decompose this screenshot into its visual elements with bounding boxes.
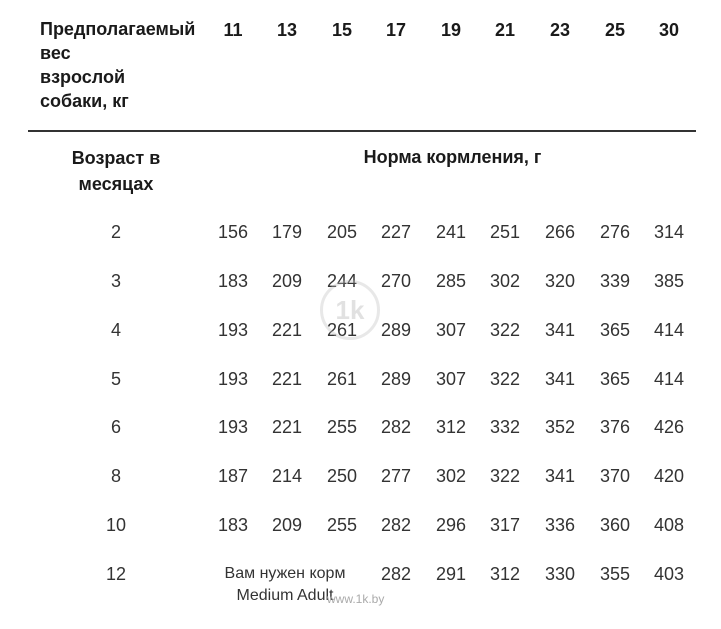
value-cell: 352 [544, 417, 576, 437]
age-cell: 10 [105, 515, 127, 535]
weight-label-line: Предполагаемый [40, 19, 196, 39]
weight-label-line: взрослой [40, 67, 126, 87]
value-cell: 426 [653, 417, 685, 437]
value-cell: 261 [326, 369, 358, 389]
value-cell: 244 [326, 271, 358, 291]
age-cell: 6 [110, 417, 121, 437]
value-cell: 187 [217, 466, 249, 486]
age-label [45, 145, 187, 197]
header-divider [28, 130, 696, 132]
value-cell: 341 [544, 369, 576, 389]
value-cell: 312 [435, 417, 467, 437]
weight-label [40, 17, 215, 113]
value-cell: 408 [653, 515, 685, 535]
table-row [0, 415, 721, 441]
weight-header-cell: 19 [440, 20, 462, 40]
weight-label-line: вес [40, 43, 71, 63]
value-cell: 360 [599, 515, 631, 535]
value-cell: 330 [544, 564, 576, 584]
value-cell: 376 [599, 417, 631, 437]
value-cell: 341 [544, 466, 576, 486]
value-cell: 266 [544, 222, 576, 242]
value-cell: 270 [380, 271, 412, 291]
value-cell: 183 [217, 271, 249, 291]
value-cell: 179 [271, 222, 303, 242]
value-cell: 282 [380, 564, 412, 584]
table-row [0, 464, 721, 490]
value-cell: 312 [489, 564, 521, 584]
watermark-logo-icon: 1k [320, 280, 380, 340]
table-row [0, 220, 721, 246]
weight-header-cell: 15 [331, 20, 353, 40]
value-cell: 414 [653, 369, 685, 389]
value-cell: 341 [544, 320, 576, 340]
value-cell: 276 [599, 222, 631, 242]
value-cell: 296 [435, 515, 467, 535]
weight-label-line: собаки, кг [40, 91, 129, 111]
norm-label: Норма кормления, г [363, 147, 542, 167]
value-cell: 385 [653, 271, 685, 291]
value-cell: 227 [380, 222, 412, 242]
value-cell: 403 [653, 564, 685, 584]
weight-header-cell: 23 [549, 20, 571, 40]
value-cell: 355 [599, 564, 631, 584]
value-cell: 277 [380, 466, 412, 486]
value-cell: 302 [489, 271, 521, 291]
value-cell: 221 [271, 369, 303, 389]
value-cell: 193 [217, 369, 249, 389]
value-cell: 282 [380, 515, 412, 535]
value-cell: 205 [326, 222, 358, 242]
note-line: Medium Adult [236, 587, 334, 604]
value-cell: 209 [271, 515, 303, 535]
age-cell: 4 [110, 320, 121, 340]
value-cell: 251 [489, 222, 521, 242]
value-cell: 209 [271, 271, 303, 291]
value-cell: 289 [380, 369, 412, 389]
age-cell: 3 [110, 271, 121, 291]
weight-header-cell: 30 [658, 20, 680, 40]
value-cell: 307 [435, 320, 467, 340]
value-cell: 241 [435, 222, 467, 242]
table-row [0, 367, 721, 393]
value-cell: 339 [599, 271, 631, 291]
weight-header-cell: 11 [223, 20, 243, 40]
value-cell: 193 [217, 320, 249, 340]
weight-header-cell: 17 [385, 20, 407, 40]
age-label-line: месяцах [78, 174, 154, 194]
value-cell: 291 [435, 564, 467, 584]
value-cell: 285 [435, 271, 467, 291]
age-label-line: Возраст в [71, 148, 161, 168]
value-cell: 282 [380, 417, 412, 437]
value-cell: 370 [599, 466, 631, 486]
value-cell: 322 [489, 369, 521, 389]
value-cell: 414 [653, 320, 685, 340]
value-cell: 420 [653, 466, 685, 486]
value-cell: 250 [326, 466, 358, 486]
value-cell: 302 [435, 466, 467, 486]
value-cell: 332 [489, 417, 521, 437]
age-cell: 5 [110, 369, 121, 389]
value-cell: 214 [271, 466, 303, 486]
value-cell: 322 [489, 466, 521, 486]
value-cell: 156 [217, 222, 249, 242]
weight-header-cell: 13 [276, 20, 298, 40]
value-cell: 255 [326, 515, 358, 535]
value-cell: 336 [544, 515, 576, 535]
value-cell: 261 [326, 320, 358, 340]
value-cell: 317 [489, 515, 521, 535]
weight-header-cell: 21 [494, 20, 516, 40]
value-cell: 183 [217, 515, 249, 535]
watermark-url: www.1k.by [327, 592, 385, 606]
weight-header-cell: 25 [604, 20, 626, 40]
value-cell: 365 [599, 369, 631, 389]
value-cell: 255 [326, 417, 358, 437]
age-cell: 8 [110, 466, 121, 486]
value-cell: 221 [271, 320, 303, 340]
value-cell: 365 [599, 320, 631, 340]
value-cell: 307 [435, 369, 467, 389]
value-cell: 221 [271, 417, 303, 437]
table-row [0, 513, 721, 539]
age-cell: 2 [110, 222, 121, 242]
note-line: Вам нужен корм [224, 565, 346, 582]
value-cell: 289 [380, 320, 412, 340]
value-cell: 314 [653, 222, 685, 242]
age-cell: 12 [105, 564, 127, 584]
value-cell: 322 [489, 320, 521, 340]
value-cell: 320 [544, 271, 576, 291]
value-cell: 193 [217, 417, 249, 437]
